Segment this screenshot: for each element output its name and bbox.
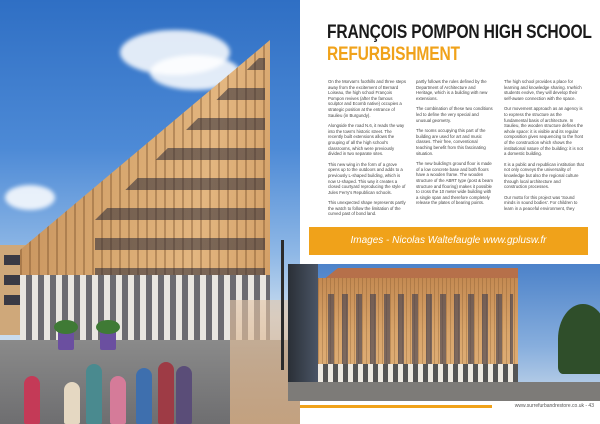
image-credit-text: Images - Nicolas Waltefaugle www.gplusw.fr bbox=[350, 235, 547, 246]
paragraph: This new wing in the form of a grove opens up to the outdoors and adds to a previously L-shaped building, which is now U-shaped. This way it creates a closed courtyard reproducing the style of Jules Ferry's Republican schools. bbox=[328, 161, 406, 195]
students-group bbox=[10, 345, 190, 424]
paragraph: The combination of these two conditions led to define the very special and unusual geometry. bbox=[416, 106, 493, 123]
article-title bbox=[327, 22, 592, 66]
paragraph: Our motto for this project was 'Sound minds in sound bodies'. For children to learn in a peaceful environment, they bbox=[504, 194, 578, 211]
footer-website-page[interactable]: www.surrefurbandrestore.co.uk - 43 bbox=[514, 403, 594, 409]
street-lamp bbox=[281, 240, 284, 370]
paragraph: Our movement approach as an agency is to express the structure as the fundamental basis of architecture. In Saulieu, the wooden structure defines the whole space: it is visible and its regular composition gives sequencing to the front of the construction which shows the institutional nature of the building: it is not a domestic building. bbox=[504, 106, 584, 157]
paragraph: The new building's ground floor is made of a low concrete base and both floors have a wooden frame. The wooden structure of the ABRT type (post & beam structure and flooring) makes it possible to cross the 10 meter wide building with a single span and therefore completely release the plates of bearing points. bbox=[416, 161, 493, 206]
image-credit-banner bbox=[309, 227, 588, 255]
paragraph: This unexpected shape represents partly the watch to follow the limitation of the curved past of bond land. bbox=[328, 200, 406, 217]
footer-accent-bar bbox=[300, 405, 492, 408]
tree bbox=[558, 304, 600, 374]
article-column-2 bbox=[416, 79, 494, 211]
paragraph: It is a public and republican institution that not only conveys the universality of knowledge but also the regional culture through local architecture and construction processes. bbox=[504, 161, 584, 190]
article-column-1 bbox=[328, 79, 406, 222]
title-line-2: REFURBISHMENT bbox=[327, 44, 460, 65]
school-photo-secondary bbox=[288, 264, 600, 401]
paragraph: Alongside the road N.6, it reads the way into the town's historic street. The recently built extensions allows the grouping of all the high school's classrooms, which were previously divided in two separate sites. bbox=[328, 123, 405, 157]
paragraph: On the Morvan's foothills and three steps away from the excitement of Bernard Loiseau, the high school François Pompon revives (after the famous sculptor and Ecomb native) occupies a strategic position at the entrance of Saulieu (in Burgundy). bbox=[328, 79, 406, 118]
article-column-3 bbox=[504, 79, 584, 216]
paragraph: The rooms occupying this part of the building are used for art and music classes. Their free, conventional teaching benefit from this fascinating situation. bbox=[416, 128, 486, 156]
paragraph: partly follows the rules defined by the Department of Architecture and Heritage, which is a building with new extensions. bbox=[416, 79, 488, 101]
title-line-1: FRANÇOIS POMPON HIGH SCHOOL bbox=[327, 22, 592, 43]
paragraph: The high school provides a place for learning and knowledge sharing. Inwhich students evolve, they will develop their self-aware connection with the space. bbox=[504, 79, 582, 101]
